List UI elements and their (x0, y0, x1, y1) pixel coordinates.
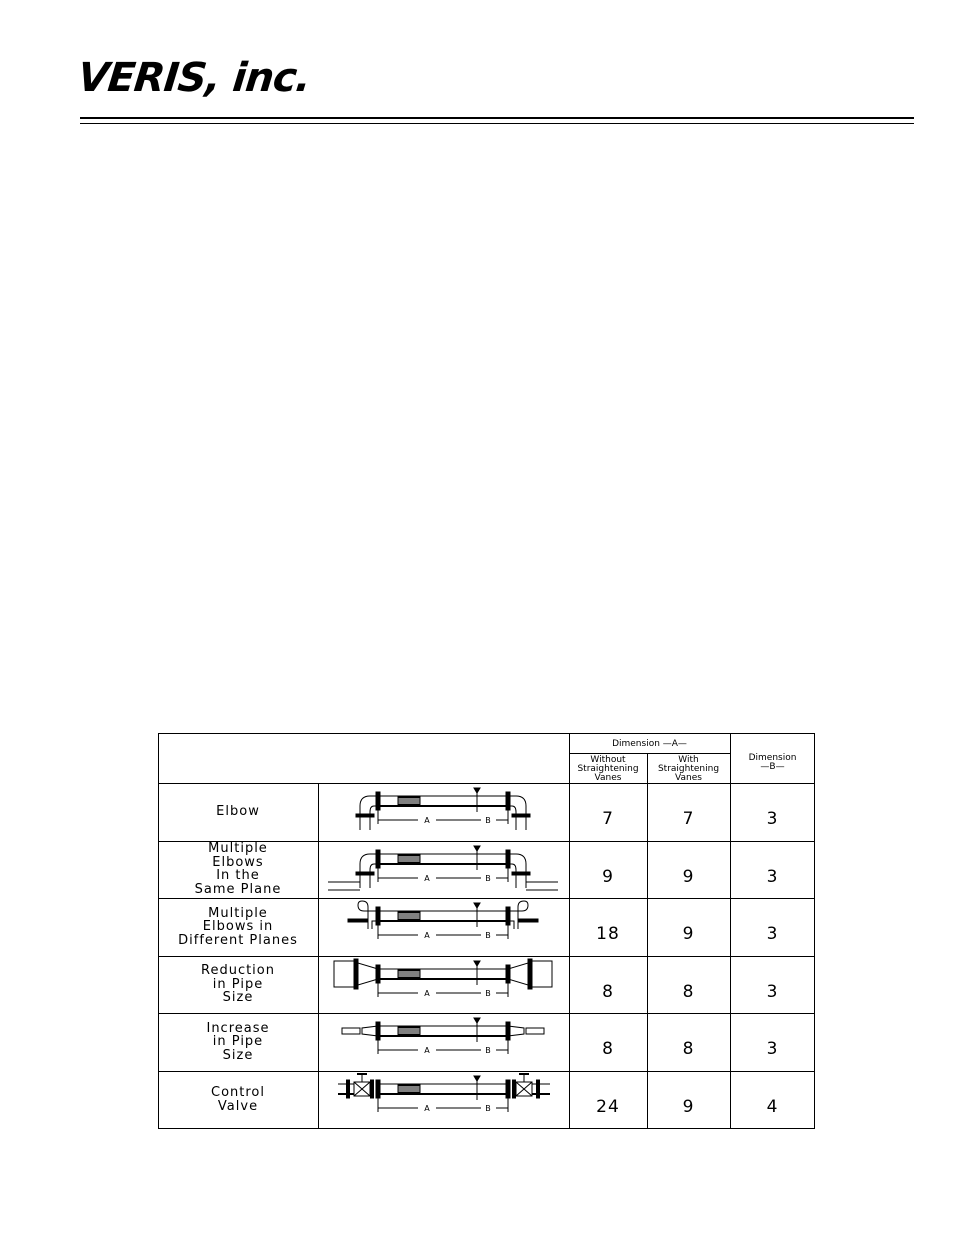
value-b: 3 (766, 1039, 779, 1060)
dimension-a-label: A (424, 816, 430, 825)
header-without-line2: Straightening (577, 764, 639, 774)
row-label-line: Elbows in (202, 919, 274, 935)
header-dimension-b (730, 754, 815, 772)
row-label (159, 898, 317, 956)
row-label (159, 1071, 317, 1129)
value-b: 3 (766, 808, 779, 829)
value-b: 3 (766, 981, 779, 1002)
value-without: 24 (596, 1096, 620, 1117)
row-label-line: Same Plane (194, 881, 282, 897)
value-b: 3 (766, 866, 779, 887)
value-without: 7 (602, 808, 614, 829)
header-rule-thick (80, 117, 914, 119)
row-label (159, 841, 317, 899)
row-label-line: Increase (206, 1020, 270, 1036)
dimension-a-label: A (424, 873, 430, 883)
value-without: 8 (602, 981, 614, 1002)
dimension-b-label: B (485, 931, 491, 941)
value-without: 9 (602, 866, 614, 887)
row-label (159, 956, 317, 1014)
pipe-diagram-multi-same (318, 842, 568, 899)
row-label-line: Elbows (212, 854, 264, 870)
header-dimension-a: Dimension —A— (612, 739, 687, 749)
dimension-b-label: B (485, 873, 491, 883)
value-with: 7 (682, 808, 695, 829)
header-dim-b-line2: —B— (760, 762, 785, 772)
row-label-line: Size (222, 1047, 254, 1063)
value-with: 9 (682, 924, 695, 945)
pipe-diagram-increase (318, 1014, 568, 1071)
value-with: 8 (682, 1039, 695, 1060)
dimension-b-label: B (485, 1104, 491, 1113)
header-with-line2: Straightening (657, 764, 720, 774)
value-with: 9 (682, 866, 695, 887)
dimension-b-label: B (485, 988, 491, 998)
row-label (159, 783, 317, 841)
row-label-line: Different Planes (178, 932, 298, 948)
row-label (159, 1013, 317, 1071)
pipe-diagram-reduction (318, 957, 568, 1014)
dimension-table (158, 733, 815, 1129)
pipe-diagram-svg (318, 957, 568, 1014)
pipe-diagram-svg (318, 1014, 568, 1071)
row-label-line: Control (211, 1085, 265, 1101)
pipe-diagram-valve (318, 1072, 568, 1129)
row-label-line: Valve (217, 1098, 259, 1114)
value-without: 8 (602, 1039, 614, 1060)
dimension-a-label: A (424, 988, 430, 998)
header-rule-thin (80, 123, 914, 124)
pipe-diagram-svg (318, 842, 568, 899)
header-without-line1: Without (590, 755, 626, 765)
dimension-a-label: A (424, 1046, 430, 1056)
veris-logo: VERIS, inc. (75, 55, 313, 101)
pipe-diagram-svg (318, 784, 568, 841)
header-dim-b-line1: Dimension (748, 753, 797, 763)
pipe-diagram-multi-diff (318, 899, 568, 956)
value-b: 4 (766, 1096, 779, 1117)
value-with: 9 (682, 1096, 695, 1117)
value-b: 3 (766, 924, 779, 945)
dimension-a-label: A (424, 931, 430, 941)
row-label-line: In the (216, 868, 260, 884)
row-label-line: Multiple (208, 841, 268, 857)
row-label-line: Reduction (201, 963, 275, 979)
pipe-diagram-svg (318, 1072, 568, 1129)
pipe-diagram-svg (318, 899, 568, 956)
header-with (647, 756, 730, 783)
header-with-line3: Vanes (675, 773, 702, 783)
header-without-line3: Vanes (594, 773, 622, 783)
header-divider-a (569, 753, 730, 754)
value-without: 18 (596, 924, 620, 945)
row-label-line: Multiple (208, 905, 268, 921)
row-label-line: in Pipe (212, 1034, 264, 1050)
header-without (569, 756, 647, 783)
row-label-line: in Pipe (212, 976, 264, 992)
row-label-line: Elbow (216, 804, 260, 820)
dimension-b-label: B (485, 816, 491, 825)
dimension-b-label: B (485, 1046, 491, 1056)
row-label-line: Size (222, 990, 254, 1006)
value-with: 8 (682, 981, 695, 1002)
header-with-line1: With (678, 755, 699, 765)
dimension-a-label: A (424, 1104, 430, 1113)
pipe-diagram-elbow (318, 784, 568, 841)
